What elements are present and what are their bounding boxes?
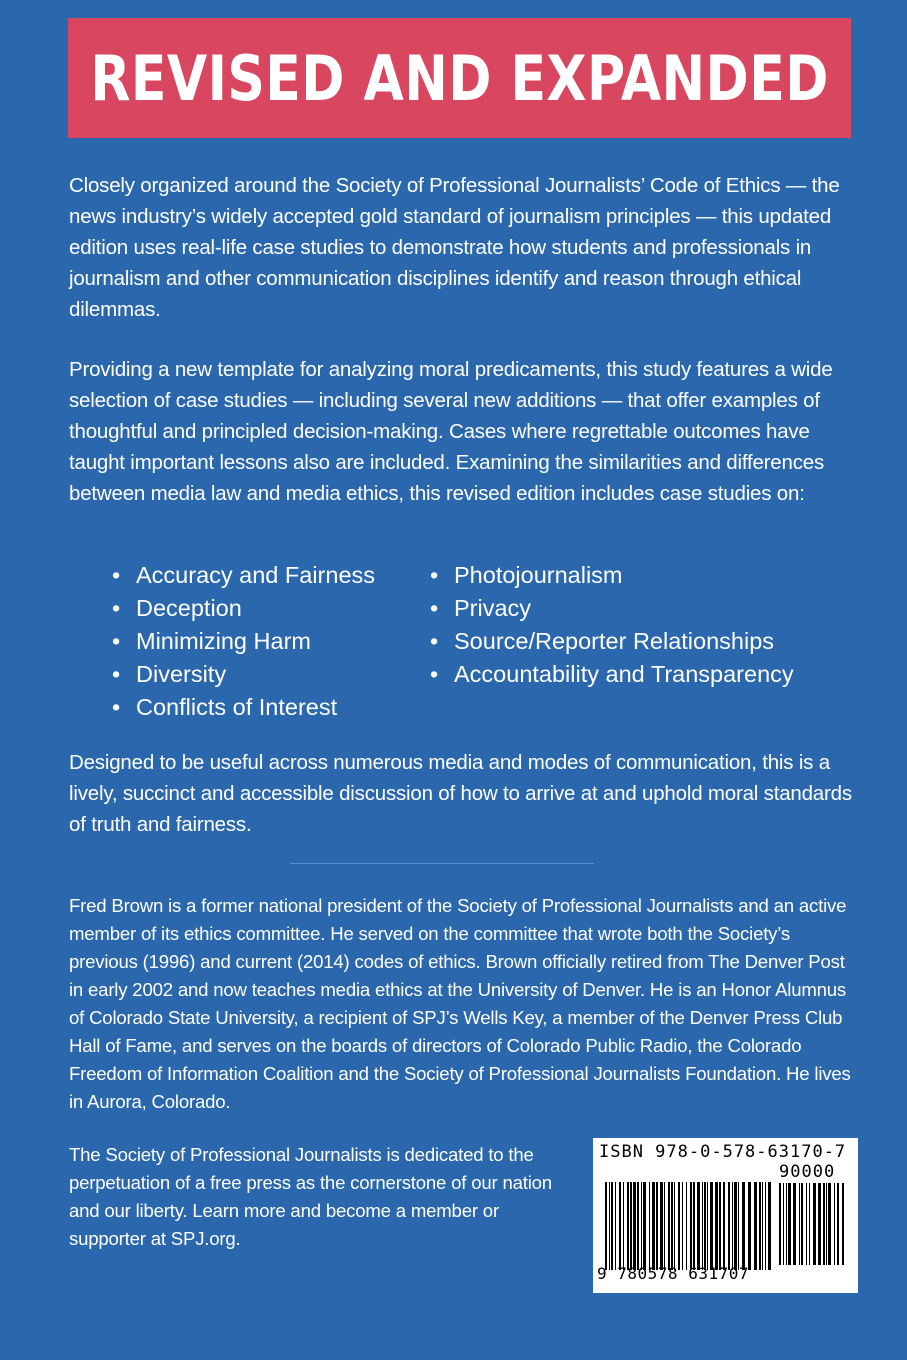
barcode-bar <box>837 1183 839 1265</box>
barcode-bar <box>801 1183 803 1265</box>
spj-blurb: The Society of Professional Journalists is dedicated to the perpetuation of a free press as the cornerstone of our nation and our liberty. Learn more and become a member or supporter at SPJ.org. <box>69 1144 552 1249</box>
template-paragraph: Providing a new template for analyzing moral predicaments, this study features a wide selection of case studies — including several new additions — that offer examples of thoughtful and principled decision-making. Cases where regrettable outcomes have taught important lessons also are included. Examining the similarities and differences between media law and media ethics, this revised edition includes case studies on: <box>69 358 833 505</box>
topic-item: • Minimizing Harm <box>110 625 375 658</box>
barcode-bar <box>715 1182 718 1270</box>
topic-item: • Conflicts of Interest <box>110 691 375 724</box>
barcode-bar <box>765 1182 766 1270</box>
barcode-bar <box>660 1182 663 1270</box>
designed-paragraph: Designed to be useful across numerous media and modes of communication, this is a lively, succinct and accessible discussion of how to arrive at and uphold moral standards of truth and fairness. <box>69 751 852 836</box>
topic-item: • Diversity <box>110 658 375 691</box>
barcode-bar <box>786 1183 787 1265</box>
author-bio: Fred Brown is a former national president of the Society of Professional Journalists and an active member of its ethics committee. He served on the committee that wrote both the Society’s previous (1996) and current (2014) codes of ethics. Brown officially retired from The Denver Post in early 2002 and now teaches media ethics at the University of Denver. He is an Honor Alumnus of Colorado State University, a recipient of SPJ’s Wells Key, a member of the Denver Press Club Hall of Fame, and serves on the boards of directors of Colorado Public Radio, the Colorado Freedom of Information Coalition and the Society of Professional Journalists Foundation. He lives in Aurora, Colorado. <box>69 895 851 1112</box>
barcode-bar <box>710 1182 713 1270</box>
barcode-bars <box>605 1182 773 1270</box>
barcode-bar <box>671 1182 673 1270</box>
barcode-bar <box>664 1182 665 1270</box>
addon-barcode-bars <box>779 1183 849 1265</box>
barcode-bar <box>707 1182 708 1270</box>
banner-title: REVISED AND EXPANDED <box>90 41 829 115</box>
barcode-bar <box>637 1182 639 1270</box>
barcode-bar <box>818 1183 821 1265</box>
intro-paragraph: Closely organized around the Society of Professional Journalists’ Code of Ethics — the news industry’s widely accepted gold standard of journalism principles — this updated edition uses real-life case studies to demonstrate how students and professionals in journalism and other communication disciplines identify and reason through ethical dilemmas. <box>69 174 840 321</box>
topic-item: • Source/Reporter Relationships <box>428 625 794 658</box>
barcode-bar <box>754 1182 757 1270</box>
barcode-bar <box>768 1182 771 1270</box>
topic-item: • Accuracy and Fairness <box>110 559 375 592</box>
isbn-barcode <box>593 1138 858 1293</box>
barcode-bar <box>813 1183 816 1265</box>
barcode-bar <box>633 1182 636 1270</box>
barcode-bar <box>702 1182 703 1270</box>
barcode-bar <box>799 1183 800 1265</box>
barcode-bar <box>619 1182 621 1270</box>
barcode-bar <box>806 1183 807 1265</box>
barcode-bar <box>779 1183 781 1265</box>
barcode-bar <box>834 1183 835 1265</box>
barcode-bar <box>668 1182 670 1270</box>
barcode-bar <box>623 1182 624 1270</box>
barcode-bar <box>690 1182 692 1270</box>
barcode-bar <box>793 1183 796 1265</box>
barcode-addon-number: 90000 <box>779 1162 836 1182</box>
barcode-bar <box>826 1183 827 1265</box>
barcode-bar <box>828 1183 831 1265</box>
barcode-bar <box>627 1182 629 1270</box>
barcode-bar <box>842 1183 844 1265</box>
barcode-bar <box>682 1182 683 1270</box>
barcode-bar <box>728 1182 730 1270</box>
barcode-bar <box>611 1182 613 1270</box>
barcode-bar <box>649 1182 650 1270</box>
topic-item: • Accountability and Transparency <box>428 658 794 691</box>
barcode-bar <box>609 1182 610 1270</box>
barcode-bar <box>723 1182 725 1270</box>
barcode-bar <box>783 1183 784 1265</box>
barcode-bar <box>630 1182 632 1270</box>
barcode-bar <box>788 1183 791 1265</box>
barcode-bar <box>719 1182 721 1270</box>
divider <box>290 863 594 864</box>
topic-list-right <box>428 559 794 691</box>
barcode-bar <box>748 1182 751 1270</box>
barcode-bar <box>674 1182 675 1270</box>
barcode-bar <box>809 1183 810 1265</box>
barcode-bar <box>686 1182 687 1270</box>
barcode-bar <box>615 1182 616 1270</box>
barcode-bar <box>762 1182 763 1270</box>
topic-list-left <box>110 559 375 724</box>
barcode-bar <box>823 1183 825 1265</box>
barcode-bar <box>697 1182 700 1270</box>
barcode-bar <box>656 1182 658 1270</box>
barcode-bar <box>704 1182 706 1270</box>
barcode-bar <box>605 1182 607 1270</box>
barcode-bar <box>759 1182 761 1270</box>
banner <box>68 18 851 138</box>
barcode-bar <box>652 1182 655 1270</box>
topic-item: • Photojournalism <box>428 559 794 592</box>
barcode-bar <box>738 1182 739 1270</box>
barcode-bar <box>643 1182 646 1270</box>
topic-item: • Privacy <box>428 592 794 625</box>
barcode-bar <box>734 1182 737 1270</box>
topic-item: • Deception <box>110 592 375 625</box>
barcode-bar <box>742 1182 745 1270</box>
barcode-bar <box>732 1182 733 1270</box>
barcode-bar <box>641 1182 642 1270</box>
barcode-bar <box>678 1182 680 1270</box>
barcode-bar <box>693 1182 695 1270</box>
isbn-label: ISBN 978-0-578-63170-7 <box>599 1142 847 1162</box>
ean-digits: 9 780578 631707 <box>597 1264 749 1283</box>
